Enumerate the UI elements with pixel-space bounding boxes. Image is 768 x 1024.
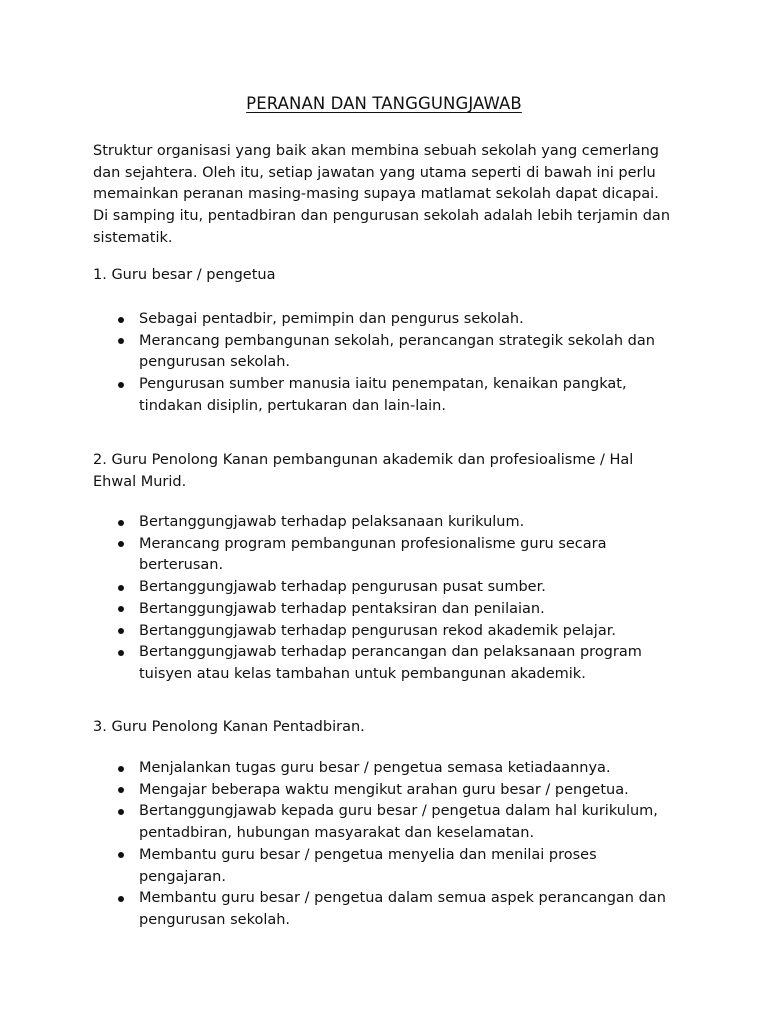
bullet-icon: [118, 852, 124, 858]
list-item: Bertanggungjawab terhadap perancangan dan pelaksanaan program tuisyen atau kelas tambahan untuk pembangunan akademik.: [93, 642, 642, 685]
list-item: Bertanggungjawab terhadap pengurusan pusat sumber.: [93, 577, 642, 599]
list-item: Bertanggungjawab terhadap pengurusan rekod akademik pelajar.: [93, 621, 642, 643]
intro-line: sistematik.: [93, 229, 173, 246]
list-item: Menjalankan tugas guru besar / pengetua semasa ketiadaannya.: [93, 758, 666, 780]
list-item: Merancang program pembangunan profesionalisme guru secara berterusan.: [93, 534, 642, 577]
intro-line: Struktur organisasi yang baik akan membina sebuah sekolah yang cemerlang: [93, 143, 659, 159]
section-3-heading: 3. Guru Penolong Kanan Pentadbiran.: [93, 719, 365, 735]
list-item: Membantu guru besar / pengetua menyelia dan menilai proses pengajaran.: [93, 845, 666, 888]
intro-line: dan sejahtera. Oleh itu, setiap jawatan yang utama seperti di bawah ini perlu: [93, 164, 656, 181]
section-3-list: [93, 758, 666, 932]
list-item: Bertanggungjawab terhadap pentaksiran dan penilaian.: [93, 599, 642, 621]
section-1-heading: 1. Guru besar / pengetua: [93, 267, 276, 283]
section-1-list: [93, 309, 655, 418]
list-item: Bertanggungjawab terhadap pelaksanaan kurikulum.: [93, 512, 642, 534]
list-item: Sebagai pentadbir, pemimpin dan pengurus sekolah.: [93, 309, 655, 331]
bullet-icon: [118, 338, 124, 344]
bullet-icon: [118, 382, 124, 388]
bullet-icon: [118, 585, 124, 591]
bullet-icon: [118, 541, 124, 547]
bullet-icon: [118, 606, 124, 612]
bullet-icon: [118, 766, 124, 772]
intro-line: memainkan peranan masing-masing supaya matlamat sekolah dapat dicapai.: [93, 186, 659, 203]
page-title: PERANAN DAN TANGGUNGJAWAB: [246, 94, 522, 113]
list-item: Bertanggungjawab kepada guru besar / pengetua dalam hal kurikulum, pentadbiran, hubungan masyarakat dan keselamatan.: [93, 801, 666, 844]
intro-line: Di samping itu, pentadbiran dan pengurusan sekolah adalah lebih terjamin dan: [93, 208, 671, 225]
bullet-icon: [118, 809, 124, 815]
bullet-icon: [118, 896, 124, 902]
intro-paragraph: [93, 141, 693, 250]
bullet-icon: [118, 787, 124, 793]
list-item: Membantu guru besar / pengetua dalam semua aspek perancangan dan pengurusan sekolah.: [93, 888, 666, 931]
section-2-heading: 2. Guru Penolong Kanan pembangunan akademik dan profesioalisme / Hal Ehwal Murid.: [93, 452, 634, 490]
list-item: Mengajar beberapa waktu mengikut arahan guru besar / pengetua.: [93, 780, 666, 802]
bullet-icon: [118, 628, 124, 634]
list-item: Merancang pembangunan sekolah, perancangan strategik sekolah dan pengurusan sekolah.: [93, 331, 655, 374]
section-2-list: [93, 512, 642, 686]
bullet-icon: [118, 317, 124, 323]
bullet-icon: [118, 520, 124, 526]
bullet-icon: [118, 650, 124, 656]
list-item: Pengurusan sumber manusia iaitu penempatan, kenaikan pangkat, tindakan disiplin, pertukaran dan lain-lain.: [93, 374, 655, 417]
